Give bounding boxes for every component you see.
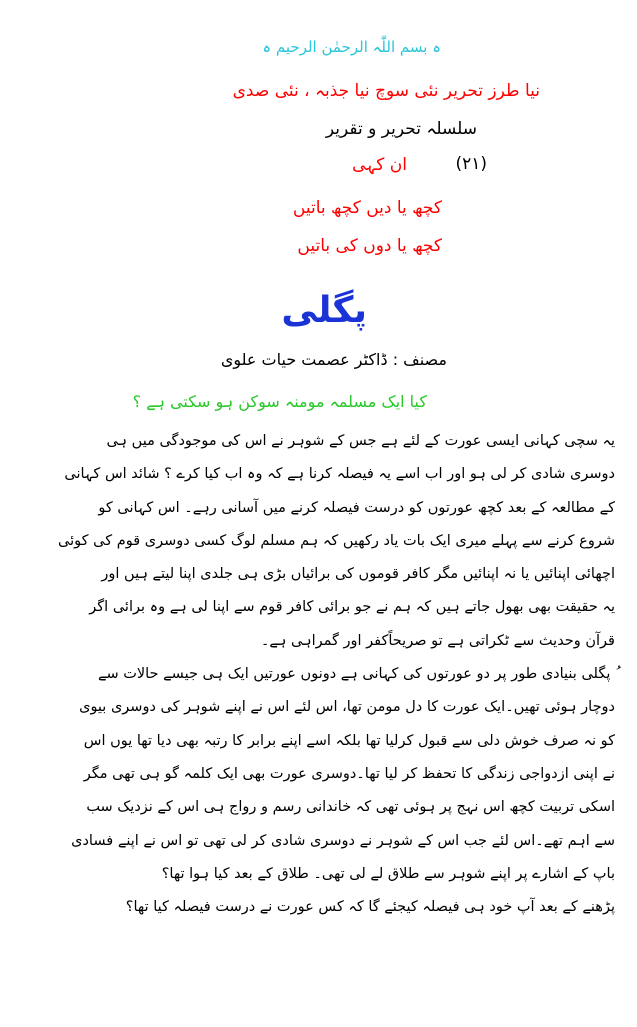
body-line: شروع کرنے سے پہلے میری ایک بات یاد رکھیں کہ ہم مسلم لوگ کسی دوسری قوم کی کوئی [58,532,615,549]
subtitle-kuch-yaadon: کچھ یا دوں کی باتیں [297,236,442,256]
body-line: کو نہ صرف خوش دلی سے قبول کرلیا تھا بلکہ اسے اپنے برابر کا رتبہ بھی دیا تھا یوں اس [83,732,615,749]
series-subtitle: ان کہی [352,155,407,175]
body-line: سے اہم تھے۔اس لئے جب اس کے شوہر نے دوسری شادی کر لی تھی تو اس نے اپنے فسادی [71,832,615,849]
series-title: سلسلہ تحریر و تقریر [325,119,477,139]
body-line: یہ حقیقت بھی بھول جاتے ہیں کہ ہم نے جو برائی کافر قوم سے اپنا لی ہے وہ برائی اگر [89,599,615,616]
story-title: پگلی [281,290,367,331]
author-line: مصنف : ڈاکٹر عصمت حیات علوی [220,350,447,369]
body-line: اچھائی اپنائیں یا نہ اپنائیں مگر کافر قوموں کی برائیاں بڑی ہی جلدی اپنا لیتے ہیں اور [101,566,615,583]
body-line: اسکی تربیت کچھ اس نہج پر ہوئی تھی کہ خاندانی رسم و رواج ہی اس کے نزدیک سب [86,799,615,816]
body-line: ُ پگلی بنیادی طور پر دو عورتوں کی کہانی ہے دونوں عورتیں ایک ہی جیسے حالات سے [97,666,615,683]
body-line: قرآن وحدیث سے ٹکراتی ہے تو صریحاًکفر اور گمراہی ہے۔ [260,632,615,649]
body-line: پڑھنے کے بعد آپ خود ہی فیصلہ کیجئے گا کہ کس عورت نے درست فیصلہ کیا تھا؟ [125,899,615,916]
body-line: کے مطالعہ کے بعد کچھ عورتوں کو درست فیصلہ کرنے میں آسانی رہے۔ اس کہانی کو [98,499,615,516]
story-question: کیا ایک مسلمہ مومنہ سوکن ہو سکتی ہے ؟ [132,392,427,411]
paragraph-1 [19,425,615,658]
body-line: یہ سچی کہانی ایسی عورت کے لئے ہے جس کے شوہر نے اس کی موجودگی میں ہی [106,433,615,449]
body-line: نے اپنی ازدواجی زندگی کا تحفظ کر لیا تھا۔دوسری عورت بھی ایک کلمہ گو ہی تھی مگر [83,765,615,782]
body-line: دوسری شادی کر لی ہو اور اب اسے یہ فیصلہ کرنا ہے کہ وہ اب کیا کرے ؟ شائد اس کہانی [64,466,615,483]
paragraph-2 [19,658,615,924]
story-body [19,425,615,924]
tagline: نیا طرز تحریر نئی سوچ نیا جذبہ ، نئی صدی [232,81,540,101]
bismillah: ہ بسم اللّٰہ الرحمٰن الرحیم ہ [262,38,441,56]
body-line: دوچار ہوئی تھیں۔ایک عورت کا دل مومن تھا، اس لئے اس نے اپنے شوہر کی دوسری بیوی [79,699,615,716]
subtitle-kuch-yaadein: کچھ یا دیں کچھ باتیں [292,198,442,218]
series-number: (٢١) [455,154,487,174]
body-line: باپ کے اشارے پر اپنے شوہر سے طلاق لے لی تھی۔ طلاق کے بعد کیا ہوا تھا؟ [161,865,615,882]
